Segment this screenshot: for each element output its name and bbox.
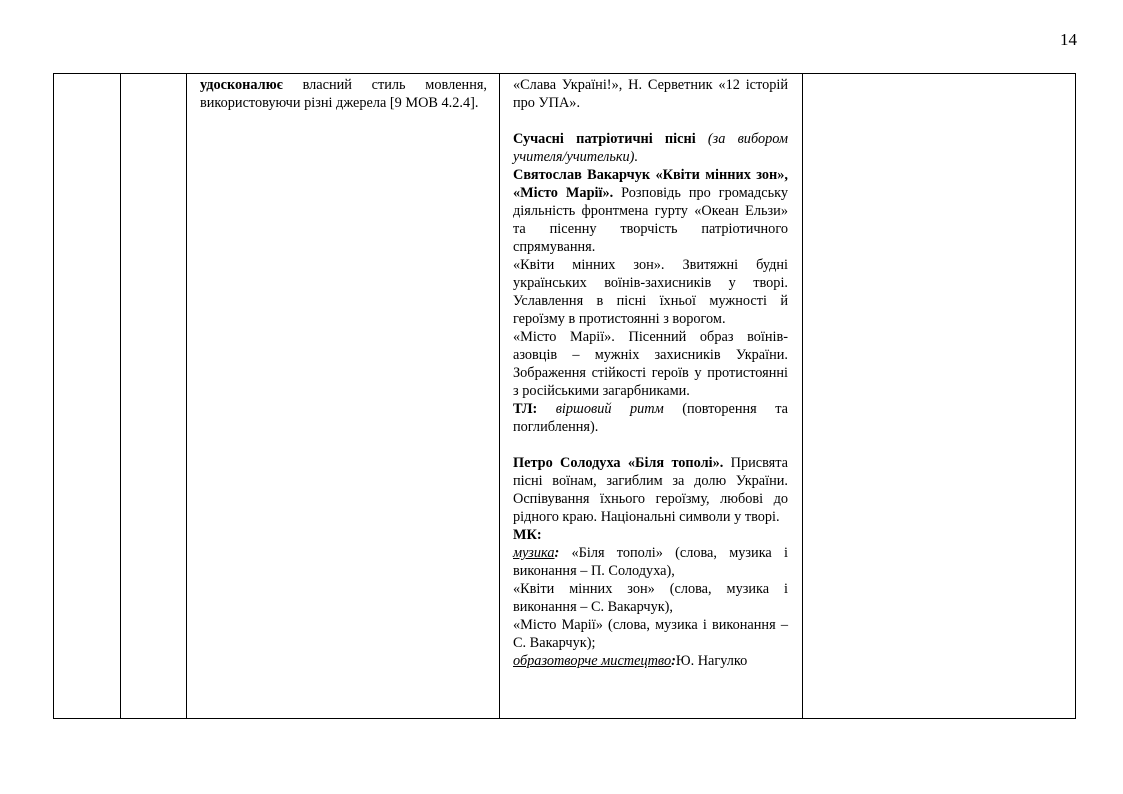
theory-paragraph [513, 400, 788, 436]
solodukha-text: Присвята пісні воїнам, загиблим за долю України. Оспівування їхнього героїзму, любові до рідного краю. Національні символи у творі. [513, 455, 788, 525]
spacer [513, 112, 788, 130]
music-line [513, 544, 788, 580]
solodukha-section [513, 454, 788, 526]
column-2-cell [121, 74, 187, 719]
content-text [500, 74, 802, 718]
tl-label: ТЛ: [513, 401, 538, 417]
music-item-3: «Місто Марії» (слова, музика і виконання – С. Вакарчук); [513, 617, 788, 651]
art-line [513, 652, 788, 670]
mk-label: МК: [513, 527, 542, 543]
expected-results-body: власний стиль мовлення, використовуючи різні джерела [9 МОВ 4.2.4]. [200, 77, 487, 111]
music-label: музика [513, 545, 555, 561]
content-paragraph-upa: «Слава Україні!», Н. Серветник «12 історій про УПА». [513, 77, 788, 111]
table-row [54, 74, 1076, 719]
vakarchuk-section [513, 166, 788, 256]
music-item-2: «Квіти мінних зон» (слова, музика і виконання – С. Вакарчук), [513, 581, 788, 615]
bold-lead-verb: удосконалює [200, 77, 283, 93]
music-colon: : [554, 545, 560, 561]
songs-heading: Сучасні патріотичні пісні [513, 131, 696, 147]
spacer [513, 436, 788, 454]
column-1-cell [54, 74, 121, 719]
solodukha-heading: Петро Солодуха «Біля тополі». [513, 455, 724, 471]
vakarchuk-heading: Святослав Вакарчук «Квіти мінних зон», «Місто Марії». [513, 167, 788, 201]
content-cell [500, 74, 803, 719]
kvity-paragraph: «Квіти мінних зон». Звитяжні будні українських воїнів-захисників у творі. Уславлення в пісні їхньої мужності й героїзму в протистоянні з ворогом. [513, 257, 788, 327]
songs-section [513, 130, 788, 166]
songs-note: (за вибором учителя/учительки). [513, 131, 788, 165]
art-label: образотворче мистецтво [513, 653, 672, 669]
tl-rest: (повторення та поглиблення). [513, 401, 788, 435]
art-text: Ю. Нагулко [675, 653, 748, 669]
art-colon: : [671, 653, 676, 669]
curriculum-table [53, 73, 1076, 719]
notes-cell [803, 74, 1076, 719]
misto-paragraph: «Місто Марії». Пісенний образ воїнів-азовців – мужніх захисників України. Зображення стійкості героїв у протистоянні з російськими загарбниками. [513, 329, 788, 399]
page-number: 14 [1060, 30, 1077, 49]
tl-term: віршовий ритм [537, 401, 664, 417]
expected-results-cell [187, 74, 500, 719]
music-item-1: «Біля тополі» (слова, музика і виконання – П. Солодуха), [513, 545, 788, 579]
expected-results-text [187, 74, 499, 112]
mk-section [513, 526, 788, 544]
vakarchuk-text: Розповідь про громадську діяльність фронтмена гурту «Океан Ельзи» та пісенну творчість патріотичного спрямування. [513, 185, 788, 255]
